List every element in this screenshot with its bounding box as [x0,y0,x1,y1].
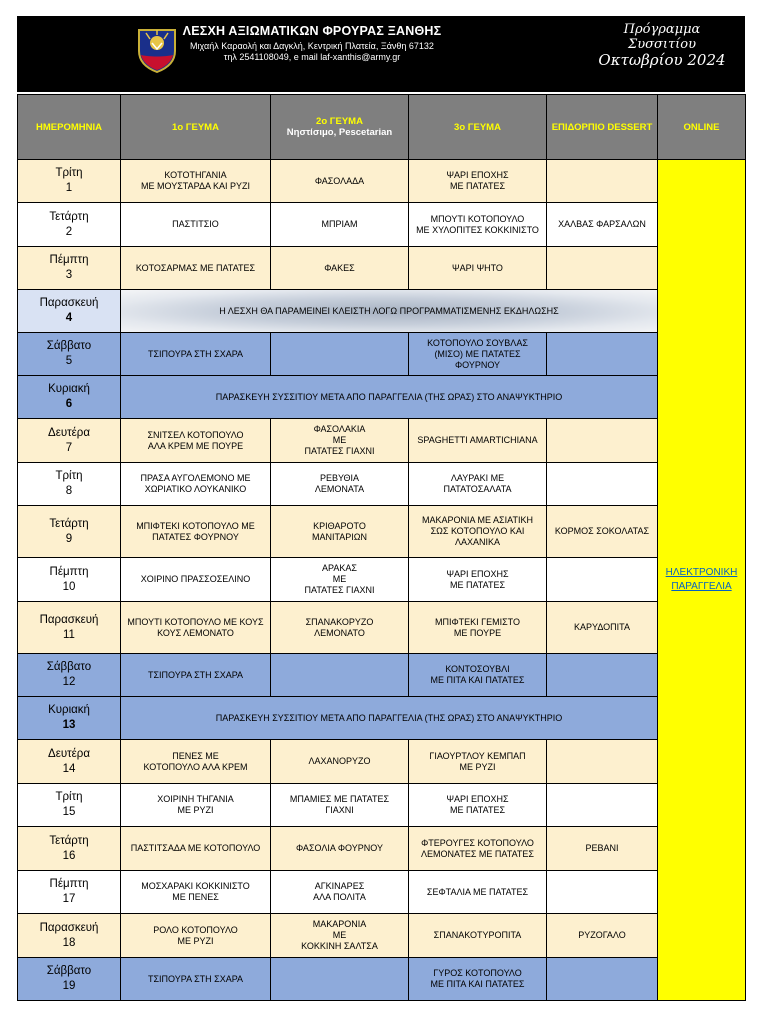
date-cell [18,290,121,333]
program-title-line2: Συσσιτίου [628,37,696,52]
meal3-cell: ΨΑΡΙ ΨΗΤΟ [409,247,547,290]
document-header [17,16,745,92]
meal3-cell: ΨΑΡΙ ΕΠΟΧΗΣ ΜΕ ΠΑΤΑΤΕΣ [409,558,547,602]
schedule-row [18,654,746,697]
schedule-row [18,463,746,506]
meal1-cell: ΠΑΣΤΙΤΣΙΟ [121,203,271,247]
day-number: 18 [62,936,76,949]
meal1-cell: ΤΣΙΠΟΥΡΑ ΣΤΗ ΣΧΑΡΑ [121,333,271,376]
dessert-cell: ΧΑΛΒΑΣ ΦΑΡΣΑΛΩΝ [547,203,658,247]
day-number: 1 [65,182,73,194]
meal2-cell: ΛΑΧΑΝΟΡΥΖΟ [271,740,409,784]
day-number: 6 [65,398,73,410]
date-cell [18,506,121,558]
dessert-cell [547,654,658,697]
dessert-cell [547,247,658,290]
meal3-cell: ΨΑΡΙ ΕΠΟΧΗΣ ΜΕ ΠΑΤΑΤΕΣ [409,784,547,827]
meal1-cell: ΤΣΙΠΟΥΡΑ ΣΤΗ ΣΧΑΡΑ [121,654,271,697]
col-header-meal1: 1ο ΓΕΥΜΑ [121,95,271,160]
dessert-cell [547,558,658,602]
day-name: Πέμπτη [49,565,89,578]
date-cell [18,558,121,602]
schedule-row [18,602,746,654]
meal2-cell [271,654,409,697]
dessert-cell [547,160,658,203]
program-title-line1: Πρόγραμμα [623,22,701,37]
meal3-cell: ΣΠΑΝΑΚΟΤΥΡΟΠΙΤΑ [409,914,547,958]
meal3-cell: ΜΠΟΥΤΙ ΚΟΤΟΠΟΥΛΟ ΜΕ ΧΥΛΟΠΙΤΕΣ ΚΟΚΚΙΝΙΣΤΟ [409,203,547,247]
day-name: Τετάρτη [49,210,89,223]
meal1-cell: ΧΟΙΡΙΝΟ ΠΡΑΣΣΟΣΕΛΙΝΟ [121,558,271,602]
organization-name: ΛΕΣΧΗ ΑΞΙΩΜΑΤΙΚΩΝ ΦΡΟΥΡΑΣ ΞΑΝΘΗΣ [182,24,442,38]
meal-schedule-table [17,94,746,1001]
meal2-cell: ΦΑΣΟΛΙΑ ΦΟΥΡΝΟΥ [271,827,409,871]
col-header-dessert: ΕΠΙΔΟΡΠΙΟ DESSERT [547,95,658,160]
online-order-link[interactable]: ΗΛΕΚΤΡΟΝΙΚΗ ΠΑΡΑΓΓΕΛΙΑ [665,567,738,592]
day-name: Τρίτη [55,470,83,482]
day-name: Παρασκευή [39,921,99,934]
meal2-cell: ΦΑΣΟΛΑΚΙΑ ΜΕ ΠΑΤΑΤΕΣ ΓΙΑΧΝΙ [271,419,409,463]
meal2-cell: ΑΓΚΙΝΑΡΕΣ ΑΛΑ ΠΟΛΙΤΑ [271,871,409,914]
meal2-cell [271,958,409,1001]
day-number: 12 [62,676,76,688]
schedule-row [18,506,746,558]
meal3-cell: ΓΥΡΟΣ ΚΟΤΟΠΟΥΛΟ ΜΕ ΠΙΤΑ ΚΑΙ ΠΑΤΑΤΕΣ [409,958,547,1001]
col-header-online: ONLINE [658,95,746,160]
meal3-cell: ΣΕΦΤΑΛΙΑ ΜΕ ΠΑΤΑΤΕΣ [409,871,547,914]
day-number: 2 [65,225,73,238]
meal3-cell: ΜΑΚΑΡΟΝΙΑ ΜΕ ΑΣΙΑΤΙΚΗ ΣΩΣ ΚΟΤΟΠΟΥΛΟ ΚΑΙ ΛΑΧΑΝΙΚΑ [409,506,547,558]
meal1-cell: ΧΟΙΡΙΝΗ ΤΗΓΑΝΙΑ ΜΕ ΡΥΖΙ [121,784,271,827]
schedule-row [18,784,746,827]
dessert-cell [547,784,658,827]
day-number: 4 [65,312,73,324]
meal3-cell: ΚΟΤΟΠΟΥΛΟ ΣΟΥΒΛΑΣ (ΜΙΣΟ) ΜΕ ΠΑΤΑΤΕΣ ΦΟΥΡΝΟΥ [409,333,547,376]
col-header-meal2 [271,95,409,160]
meal2-cell: ΦΑΣΟΛΑΔΑ [271,160,409,203]
day-number: 10 [62,580,76,593]
meal2-cell: ΜΑΚΑΡΟΝΙΑ ΜΕ ΚΟΚΚΙΝΗ ΣΑΛΤΣΑ [271,914,409,958]
day-number: 5 [65,355,73,367]
date-cell [18,654,121,697]
col-header-meal3: 3ο ΓΕΥΜΑ [409,95,547,160]
schedule-row [18,290,746,333]
meal1-cell: ΠΕΝΕΣ ΜΕ ΚΟΤΟΠΟΥΛΟ ΑΛΑ ΚΡΕΜ [121,740,271,784]
dessert-cell [547,333,658,376]
dessert-cell [547,463,658,506]
day-number: 13 [62,719,76,731]
schedule-body [18,160,746,1001]
closed-notice: Η ΛΕΣΧΗ ΘΑ ΠΑΡΑΜΕΙΝΕΙ ΚΛΕΙΣΤΗ ΛΟΓΩ ΠΡΟΓΡΑΜΜΑΤΙΣΜΕΝΗΣ ΕΚΔΗΛΩΣΗΣ [121,290,658,333]
dessert-cell: ΚΟΡΜΟΣ ΣΟΚΟΛΑΤΑΣ [547,506,658,558]
col-header-meal2-subtitle: Νηστίσιμο, Pescetarian [286,127,393,138]
dessert-cell [547,419,658,463]
meal1-cell: ΚΟΤΟΤΗΓΑΝΙΑ ΜΕ ΜΟΥΣΤΑΡΔΑ ΚΑΙ ΡΥΖΙ [121,160,271,203]
day-name: Τετάρτη [49,517,89,530]
date-cell [18,376,121,419]
day-name: Σάββατο [46,661,92,673]
meal1-cell: ΜΠΙΦΤΕΚΙ ΚΟΤΟΠΟΥΛΟ ΜΕ ΠΑΤΑΤΕΣ ΦΟΥΡΝΟΥ [121,506,271,558]
meal3-cell: ΛΑΥΡΑΚΙ ΜΕ ΠΑΤΑΤΟΣΑΛΑΤΑ [409,463,547,506]
dessert-cell: ΚΑΡΥΔΟΠΙΤΑ [547,602,658,654]
day-name: Κυριακή [48,383,90,395]
day-number: 8 [65,485,73,497]
date-cell [18,740,121,784]
date-cell [18,914,121,958]
date-cell [18,827,121,871]
meal2-cell: ΑΡΑΚΑΣ ΜΕ ΠΑΤΑΤΕΣ ΓΙΑΧΝΙ [271,558,409,602]
meal3-cell: ΨΑΡΙ ΕΠΟΧΗΣ ΜΕ ΠΑΤΑΤΕΣ [409,160,547,203]
day-name: Παρασκευή [39,297,99,309]
organization-contact: τηλ 2541108049, e mail laf-xanthis@army.gr [223,52,401,62]
day-name: Πέμπτη [49,254,89,266]
schedule-row [18,958,746,1001]
schedule-row [18,871,746,914]
day-name: Σάββατο [46,340,92,352]
day-number: 17 [62,893,76,905]
dessert-cell [547,740,658,784]
online-order-cell [658,160,746,1001]
schedule-row [18,247,746,290]
schedule-row [18,160,746,203]
meal1-cell: ΤΣΙΠΟΥΡΑ ΣΤΗ ΣΧΑΡΑ [121,958,271,1001]
meal2-cell: ΡΕΒΥΘΙΑ ΛΕΜΟΝΑΤΑ [271,463,409,506]
day-name: Πέμπτη [49,878,89,890]
meal1-cell: ΠΡΑΣΑ ΑΥΓΟΛΕΜΟΝΟ ΜΕ ΧΩΡΙΑΤΙΚΟ ΛΟΥΚΑΝΙΚΟ [121,463,271,506]
meal3-cell: ΓΙΑΟΥΡΤΛΟΥ ΚΕΜΠΑΠ ΜΕ ΡΥΖΙ [409,740,547,784]
date-cell [18,958,121,1001]
meal2-cell: ΜΠΑΜΙΕΣ ΜΕ ΠΑΤΑΤΕΣ ΓΙΑΧΝΙ [271,784,409,827]
meal1-cell: ΣΝΙΤΣΕΛ ΚΟΤΟΠΟΥΛΟ ΑΛΑ ΚΡΕΜ ΜΕ ΠΟΥΡΕ [121,419,271,463]
sunday-notice: ΠΑΡΑΣΚΕΥΗ ΣΥΣΣΙΤΙΟΥ ΜΕΤΑ ΑΠΟ ΠΑΡΑΓΓΕΛΙΑ (ΤΗΣ ΩΡΑΣ) ΣΤΟ ΑΝΑΨΥΚΤΗΡΙΟ [121,376,658,419]
meal2-cell: ΣΠΑΝΑΚΟΡΥΖΟ ΛΕΜΟΝΑΤΟ [271,602,409,654]
program-title-line3: Οκτωβρίου 2024 [598,51,726,69]
schedule-row [18,376,746,419]
sunday-notice: ΠΑΡΑΣΚΕΥΗ ΣΥΣΣΙΤΙΟΥ ΜΕΤΑ ΑΠΟ ΠΑΡΑΓΓΕΛΙΑ (ΤΗΣ ΩΡΑΣ) ΣΤΟ ΑΝΑΨΥΚΤΗΡΙΟ [121,697,658,740]
col-header-date: ΗΜΕΡΟΜΗΝΙΑ [18,95,121,160]
meal2-cell: ΚΡΙΘΑΡΟΤΟ ΜΑΝΙΤΑΡΙΩΝ [271,506,409,558]
date-cell [18,697,121,740]
day-name: Τετάρτη [49,834,89,847]
schedule-row [18,203,746,247]
day-name: Παρασκευή [39,613,99,626]
day-name: Δευτέρα [48,426,90,439]
meal3-cell: SPAGHETTI AMARTICHIANA [409,419,547,463]
schedule-row [18,558,746,602]
meal3-cell: ΜΠΙΦΤΕΚΙ ΓΕΜΙΣΤΟ ΜΕ ΠΟΥΡΕ [409,602,547,654]
schedule-row [18,914,746,958]
day-number: 7 [65,441,73,454]
date-cell [18,333,121,376]
day-name: Κυριακή [48,704,90,716]
program-title [582,22,742,69]
schedule-row [18,419,746,463]
meal3-cell: ΚΟΝΤΟΣΟΥΒΛΙ ΜΕ ΠΙΤΑ ΚΑΙ ΠΑΤΑΤΕΣ [409,654,547,697]
day-number: 16 [62,849,76,862]
day-name: Δευτέρα [48,747,90,760]
meal1-cell: ΡΟΛΟ ΚΟΤΟΠΟΥΛΟ ΜΕ ΡΥΖΙ [121,914,271,958]
date-cell [18,784,121,827]
meal2-cell: ΦΑΚΕΣ [271,247,409,290]
day-number: 11 [63,628,75,641]
meal1-cell: ΜΟΣΧΑΡΑΚΙ ΚΟΚΚΙΝΙΣΤΟ ΜΕ ΠΕΝΕΣ [121,871,271,914]
schedule-row [18,740,746,784]
day-number: 15 [62,806,76,818]
dessert-cell: ΡΥΖΟΓΑΛΟ [547,914,658,958]
day-name: Σάββατο [46,965,92,977]
day-number: 3 [65,269,73,281]
meal2-cell [271,333,409,376]
meal1-cell: ΚΟΤΟΣΑΡΜΑΣ ΜΕ ΠΑΤΑΤΕΣ [121,247,271,290]
meal1-cell: ΜΠΟΥΤΙ ΚΟΤΟΠΟΥΛΟ ΜΕ ΚΟΥΣ ΚΟΥΣ ΛΕΜΟΝΑΤΟ [121,602,271,654]
day-name: Τρίτη [55,791,83,803]
day-number: 9 [65,532,73,545]
day-number: 19 [62,980,76,992]
meal2-cell: ΜΠΡΙΑΜ [271,203,409,247]
col-header-meal2-title: 2ο ΓΕΥΜΑ [316,116,363,127]
date-cell [18,602,121,654]
date-cell [18,247,121,290]
day-number: 14 [62,762,76,775]
date-cell [18,203,121,247]
day-name: Τρίτη [55,167,83,179]
dessert-cell [547,958,658,1001]
date-cell [18,419,121,463]
dessert-cell [547,871,658,914]
schedule-row [18,827,746,871]
date-cell [18,463,121,506]
date-cell [18,160,121,203]
dessert-cell: ΡΕΒΑΝΙ [547,827,658,871]
organization-address: Μιχαήλ Καραολή και Δαγκλή, Κεντρική Πλατεία, Ξάνθη 67132 [190,41,434,51]
meal1-cell: ΠΑΣΤΙΤΣΑΔΑ ΜΕ ΚΟΤΟΠΟΥΛΟ [121,827,271,871]
schedule-row [18,697,746,740]
schedule-row [18,333,746,376]
date-cell [18,871,121,914]
meal3-cell: ΦΤΕΡΟΥΓΕΣ ΚΟΤΟΠΟΥΛΟ ΛΕΜΟΝΑΤΕΣ ΜΕ ΠΑΤΑΤΕΣ [409,827,547,871]
